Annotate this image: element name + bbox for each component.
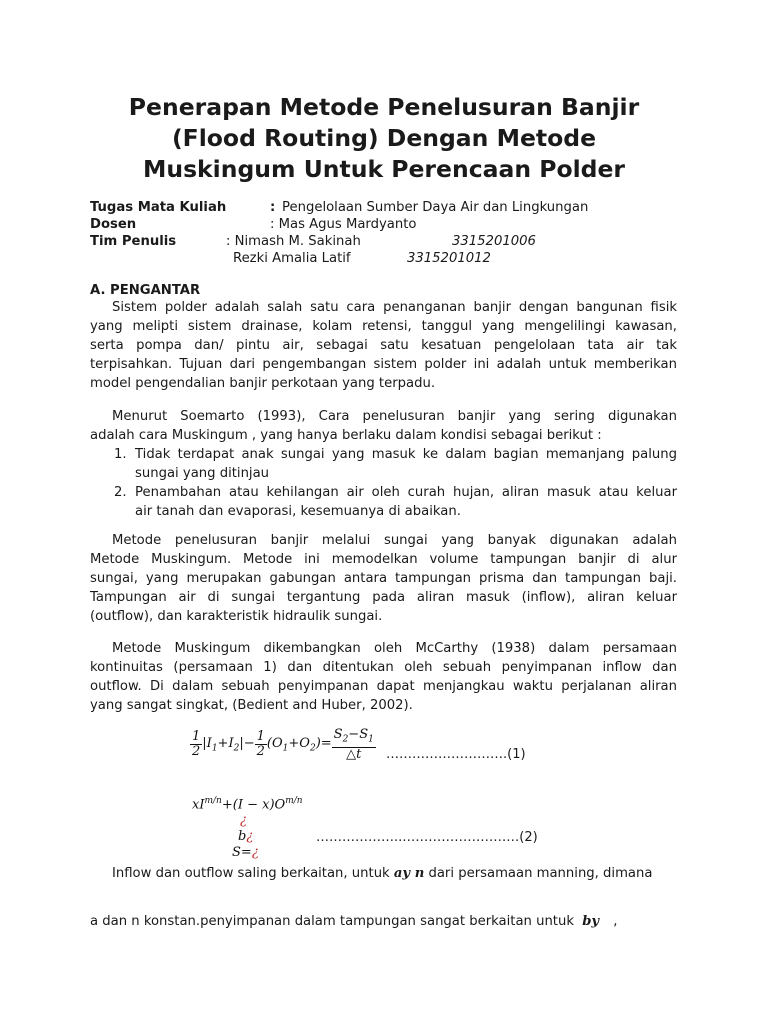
- text-line: air tanah dan evaporasi, kesemuanya di abaikan.: [135, 504, 461, 519]
- list-item: [90, 483, 677, 521]
- lecturer-label: Dosen: [90, 217, 137, 232]
- list-number: 1.: [114, 447, 127, 462]
- text-fragment: a dan n konstan.penyimpanan dalam tampungan sangat berkaitan untuk: [90, 914, 574, 929]
- text-line: adalah cara Muskingum , yang hanya berlaku dalam kondisi sebagai berikut :: [90, 428, 602, 443]
- course-separator: :: [270, 200, 276, 215]
- fraction-half: $\frac{1}{2}$: [256, 729, 265, 760]
- text-line: sungai yang ditinjau: [135, 466, 270, 481]
- text-line: Menurut Soemarto (1993), Cara penelusuran banjir yang sering digunakan: [112, 409, 677, 424]
- course-label: Tugas Mata Kuliah: [90, 200, 227, 215]
- text-line: kontinuitas (persamaan 1) dan ditentukan oleh sebuah penyimpanan inflow dan: [90, 660, 677, 675]
- author-2-id: 3315201012: [407, 251, 491, 266]
- text-line: terpisahkan. Tujuan dari pengembangan sistem polder ini adalah untuk memberikan: [90, 357, 677, 372]
- text-line: outflow. Di dalam sebuah penyimpanan dapat menjangkau waktu perjalanan aliran: [90, 679, 677, 694]
- text-fragment: dari persamaan manning, dimana: [428, 866, 653, 881]
- fraction-half: $\frac{1}{2}$: [192, 729, 201, 760]
- paragraph-5-line-1: [112, 865, 652, 883]
- paragraph-3: [90, 531, 677, 626]
- equation-1-number: ……………………….(1): [386, 747, 526, 762]
- math-ay-n: ay n: [393, 866, 425, 881]
- title-line-2: (Flood Routing) Dengan Metode: [171, 124, 597, 152]
- text-line: Tampungan air di sungai tergantung pada aliran masuk (inflow), aliran keluar: [90, 590, 677, 605]
- paragraph-5-line-2: [90, 913, 617, 931]
- text-line: sungai, yang merupakan gabungan antara tampungan prisma dan tampungan baji.: [90, 571, 677, 586]
- equation-2-number: ………………..………………………(2): [316, 830, 538, 845]
- math-by: by: [582, 914, 600, 929]
- paragraph-2: [90, 407, 677, 445]
- text-line: model pengendalian banjir perkotaan yang terpadu.: [90, 376, 436, 391]
- text-line: serta pompa dan/ pintu air, sebagai satu kesatuan pengelolaan tata air tak: [90, 338, 677, 353]
- lecturer-value: : Mas Agus Mardyanto: [270, 217, 417, 232]
- text-line: Tidak terdapat anak sungai yang masuk ke dalam bagian memanjang palung: [135, 447, 677, 462]
- text-fragment: ,: [613, 914, 618, 929]
- equation-2: $xI^{m/n}+(I - x)O^{m/n}$ ¿ b¿ S=¿: [192, 796, 303, 861]
- text-line: Sistem polder adalah salah satu cara penanganan banjir dengan bangunan fisik: [112, 300, 677, 315]
- text-line: Metode penelusuran banjir melalui sungai yang banyak digunakan adalah: [112, 533, 677, 548]
- conditions-list: [90, 445, 677, 521]
- title-line-3: Muskingum Untuk Perencaan Polder: [142, 155, 626, 183]
- text-line: Metode Muskingum dikembangkan oleh McCarthy (1938) dalam persamaan: [112, 641, 677, 656]
- section-heading: A. PENGANTAR: [90, 283, 201, 298]
- team-label: Tim Penulis: [90, 234, 177, 249]
- equation-1: $\frac{1}{2}$ $|I_1+I_2|-$ $\frac{1}{2}$ $(O_1+O_2)=$ $\frac{S_2-S_1}{\triangle t}$: [192, 727, 374, 762]
- author-1-id: 3315201006: [452, 234, 536, 249]
- paragraph-1: [90, 298, 677, 393]
- text-line: yang sangat singkat, (Bedient and Huber, 2002).: [90, 698, 413, 713]
- course-value: Pengelolaan Sumber Daya Air dan Lingkungan: [282, 200, 589, 215]
- text-line: Penambahan atau kehilangan air oleh curah hujan, aliran masuk atau keluar: [135, 485, 677, 500]
- text-line: Metode Muskingum. Metode ini memodelkan volume tampungan banjir di alur: [90, 552, 677, 567]
- text-fragment: Inflow dan outflow saling berkaitan, untuk: [112, 866, 390, 881]
- document-title: [60, 92, 708, 185]
- fraction-storage-change: $\frac{S_2-S_1}{\triangle t}$: [333, 727, 374, 762]
- title-line-1: Penerapan Metode Penelusuran Banjir: [128, 93, 640, 121]
- list-item: [90, 445, 677, 483]
- text-line: yang melipti sistem drainase, kolam retensi, tanggul yang mengelilingi kawasan,: [90, 319, 677, 334]
- text-line: (outflow), dan karakteristik hidraulik sungai.: [90, 609, 383, 624]
- author-1-name: : Nimash M. Sakinah: [226, 234, 361, 249]
- list-number: 2.: [114, 485, 127, 500]
- author-2-name: Rezki Amalia Latif: [233, 251, 351, 266]
- paragraph-4: [90, 639, 677, 715]
